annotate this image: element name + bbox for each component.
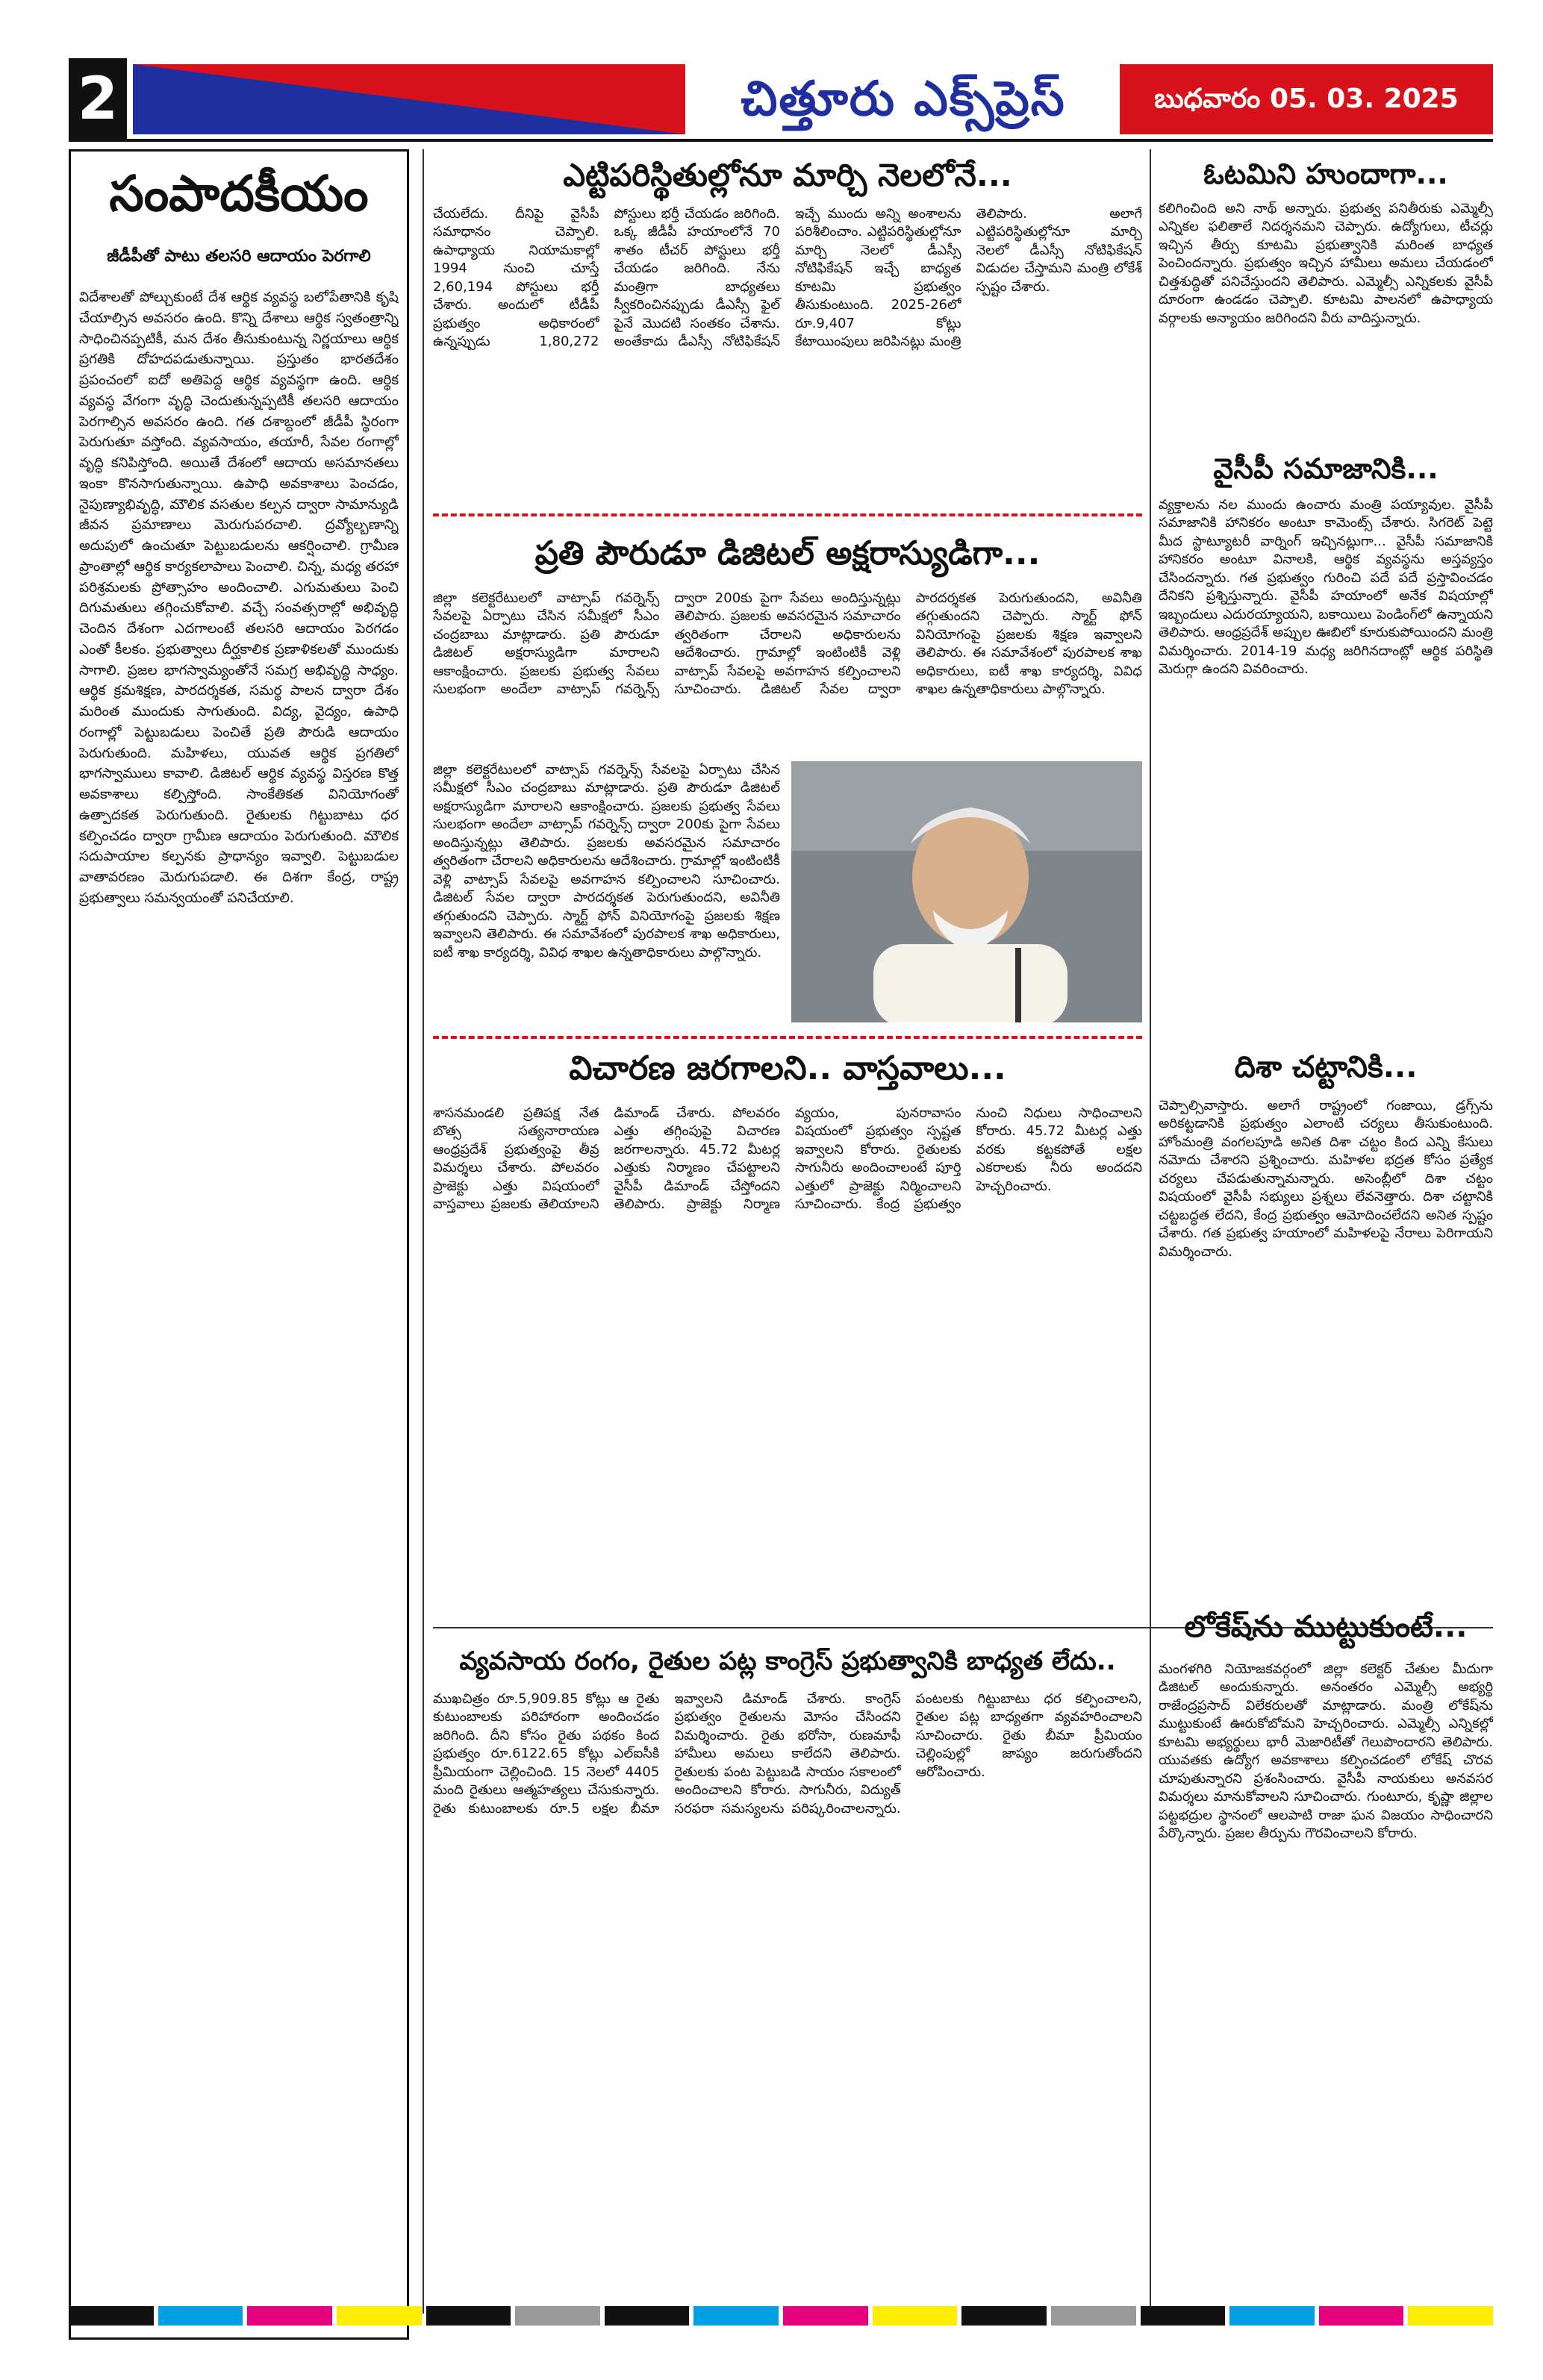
section-divider: [433, 1036, 1142, 1039]
article-dsc-text: చేయలేదు. దీనిపై వైసీపీ సమాధానం చెప్పాలి. ఉపాధ్యాయ నియామకాల్లో 1994 నుంచి చూస్తే 2,60,194 పోస్టులు భర్తీ చేశారు. అందులో టీడీపీ ప్రభుత్వం అధికారంలో ఉన్నప్పుడు 1,80,272 పోస్టులు భర్తీ చేయడం జరిగింది. ఒక్క జీడీపీ హయాంలోనే 70 శాతం టీచర్ పోస్టులు భర్తీ చేయడం జరిగింది. నేను మంత్రిగా బాధ్యతలు స్వీకరించినప్పుడు డీఎస్సీ ఫైల్ పైనే మొదటి సంతకం చేశాను. అంతేకాదు డీఎస్సీ నోటిఫికేషన్ ఇచ్చే ముందు అన్ని అంశాలను పరిశీలించాం. ఎట్టిపరిస్థితుల్లోనూ మార్చి నెలలో డీఎస్సీ నోటిఫికేషన్ ఇచ్చే బాధ్యత కూటమి ప్రభుత్వం తీసుకుంటుంది. 2025-26లో రూ.9,407 కోట్లు కేటాయింపులు జరిపినట్లు మంత్రి తెలిపారు. అలాగే ఎట్టిపరిస్థితుల్లోనూ మార్చి నెలలో డీఎస్సీ నోటిఫికేషన్ విడుదల చేస్తామని మంత్రి లోకేశ్ స్పష్టం చేశారు.: [433, 206, 1142, 350]
headline-defeat: ఓటమిని హుందాగా...: [1203, 157, 1448, 190]
color-swatch: [605, 2306, 690, 2326]
color-swatch: [158, 2306, 243, 2326]
article-inquiry-text: శాసనమండలి ప్రతిపక్ష నేత బొత్స సత్యనారాయణ ఆంధ్రప్రదేశ్ ప్రభుత్వంపై తీవ్ర విమర్శలు చేశారు. పోలవరం ప్రాజెక్టు ఎత్తు విషయంలో వాస్తవాలు ప్రజలకు తెలియాలని డిమాండ్ చేశారు. పోలవరం ఎత్తు తగ్గింపుపై విచారణ జరగాలన్నారు. 45.72 మీటర్ల ఎత్తుకు నిర్మాణం చేపట్టాలని వైసీపీ డిమాండ్ చేస్తోందని తెలిపారు. ప్రాజెక్టు నిర్మాణ వ్యయం, పునరావాసం విషయంలో ప్రభుత్వం స్పష్టత ఇవ్వాలని కోరారు. రైతులకు సాగునీరు అందించాలంటే పూర్తి ఎత్తులో ప్రాజెక్టు నిర్మించాలని సూచించారు. కేంద్ర ప్రభుత్వం నుంచి నిధులు సాధించాలని కోరారు. 45.72 మీటర్ల ఎత్తు వరకు కట్టకపోతే లక్షల ఎకరాలకు నీరు అందదని హెచ్చరించారు.: [433, 1105, 1142, 1213]
headline-inquiry: విచారణ జరగాలని.. వాస్తవాలు...: [569, 1049, 1006, 1087]
column-separator: [423, 149, 424, 2314]
color-swatch: [1408, 2306, 1493, 2326]
color-swatch: [1141, 2306, 1226, 2326]
article-dsc-body: [433, 205, 1142, 500]
article-defeat-text: కలిగించింది అని నాథ్ అన్నారు. ప్రభుత్వ పనితీరుకు ఎమ్మెల్సీ ఎన్నికల ఫలితాలే నిదర్శనమని చెప్పారు. ఉద్యోగులు, టీచర్లు ఇచ్చిన తీర్పు కూటమి ప్రభుత్వానికి మరింత బాధ్యత పెంచిందన్నారు. ప్రభుత్వం ఇచ్చిన హామీలు అమలు చేయడంలో చిత్తశుద్ధితో పనిచేస్తుందని తెలిపారు. ఎమ్మెల్సీ ఎన్నికలకు వైసీపీ దూరంగా ఉండడం చెప్పాలి. కూటమి పాలనలో ఉపాధ్యాయ వర్గాలకు అన్యాయం జరిగిందని వీరు వాదిస్తున్నారు.: [1159, 201, 1493, 326]
color-swatch: [1051, 2306, 1136, 2326]
section-divider: [433, 513, 1142, 516]
editorial-title: సంపాదకీయం: [109, 164, 369, 222]
color-swatch: [247, 2306, 332, 2326]
headline-disha: దిశా చట్టానికి...: [1234, 1050, 1418, 1084]
masthead-rule: [69, 139, 1493, 142]
article-defeat-body: [1159, 200, 1493, 424]
article-digital-body: [433, 590, 1142, 758]
color-swatch: [873, 2306, 958, 2326]
article-farmers-body: [433, 1690, 1142, 2299]
color-swatch: [1229, 2306, 1315, 2326]
chief-minister-photo: [791, 761, 1142, 1022]
masthead: [0, 58, 1543, 140]
headline-farmers: వ్యవసాయ రంగం, రైతుల పట్ల కాంగ్రెస్ ప్రభుత్వానికి బాధ్యత లేదు..: [459, 1646, 1116, 1676]
article-digital-text: జిల్లా కలెక్టరేటులలో వాట్సాప్ గవర్నెన్స్ సేవలపై ఏర్పాటు చేసిన సమీక్షలో సీఎం చంద్రబాబు మాట్లాడారు. ప్రతి పౌరుడూ డిజిటల్ అక్షరాస్యుడిగా మారాలని ఆకాంక్షించారు. ప్రజలకు ప్రభుత్వ సేవలు సులభంగా అందేలా వాట్సాప్ గవర్నెన్స్ ద్వారా 200కు పైగా సేవలు అందిస్తున్నట్లు తెలిపారు. ప్రజలకు అవసరమైన సమాచారం త్వరితంగా చేరాలని అధికారులను ఆదేశించారు. గ్రామాల్లో ఇంటింటికీ వెళ్లి వాట్సాప్ సేవలపై అవగాహన కల్పించాలని సూచించారు. డిజిటల్ సేవల ద్వారా పారదర్శకత పెరుగుతుందని, అవినీతి తగ్గుతుందని చెప్పారు. స్మార్ట్ ఫోన్ వినియోగంపై ప్రజలకు శిక్షణ ఇవ్వాలని తెలిపారు. ఈ సమావేశంలో పురపాలక శాఖ అధికారులు, ఐటీ శాఖ కార్యదర్శి, వివిధ శాఖల ఉన్నతాధికారులు పాల్గొన్నారు.: [433, 590, 1142, 698]
article-lokesh-body: [1159, 1661, 1493, 2302]
color-swatch: [69, 2306, 154, 2326]
article-farmers-text: ముఖచిత్రం రూ.5,909.85 కోట్లు ఆ రైతు కుటుంబాలకు పరిహారంగా అందించడం జరిగింది. దీని కోసం రైతు పథకం కింద ప్రభుత్వం రూ.6122.65 కోట్లు ఎల్ఐసీకి ప్రీమియంగా చెల్లించింది. 15 నెలలో 4405 మంది రైతులు ఆత్మహత్యలు చేసుకున్నారు. రైతు కుటుంబాలకు రూ.5 లక్షల బీమా ఇవ్వాలని డిమాండ్ చేశారు. కాంగ్రెస్ ప్రభుత్వం రైతులను మోసం చేసిందని విమర్శించారు. రైతు భరోసా, రుణమాఫీ హామీలు అమలు కాలేదని తెలిపారు. రైతులకు పంట పెట్టుబడి సాయం సకాలంలో అందించాలని కోరారు. సాగునీరు, విద్యుత్ సరఫరా సమస్యలను పరిష్కరించాలన్నారు. పంటలకు గిట్టుబాటు ధర కల్పించాలని, రైతుల పట్ల బాధ్యతగా వ్యవహరించాలని సూచించారు. రైతు బీమా ప్రీమియం చెల్లింపుల్లో జాప్యం జరుగుతోందని ఆరోపించారు.: [433, 1691, 1142, 1817]
page-number: 2: [69, 58, 127, 140]
article-inquiry-body: [433, 1105, 1142, 1616]
newspaper-brand: చిత్తూరు ఎక్స్‌ప్రెస్: [741, 72, 1066, 127]
color-swatch: [961, 2306, 1047, 2326]
editorial-body: [79, 287, 399, 2317]
masthead-red-band: [133, 64, 685, 134]
headline-lokesh: లోకేష్‌ను ముట్టుకుంటే...: [1184, 1610, 1468, 1644]
headline-ysrcp: వైసీపీ సమాజానికి...: [1213, 452, 1438, 485]
editorial-subtitle: జీడీపీతో పాటు తలసరి ఆదాయం పెరగాలి: [107, 247, 371, 266]
portrait-illustration: [791, 761, 1142, 1022]
color-swatch: [1319, 2306, 1404, 2326]
issue-date: బుధవారం 05. 03. 2025: [1120, 64, 1493, 134]
headline-dsc: ఎట్టిపరిస్థితుల్లోనూ మార్చి నెలలోనే...: [563, 157, 1012, 193]
column-separator: [1150, 149, 1151, 2314]
article-ysrcp-text: వ్యక్తాలను నల ముందు ఉంచారు మంత్రి పయ్యావుల. వైసీపీ సమాజానికి హానికరం అంటూ కామెంట్స్ చేశారు. సిగరెట్ పెట్టె మీద స్టాట్యూటరీ వార్నింగ్ ఇచ్చినట్లుగా... వైసీపీ సమాజానికి హానికరం అంటూ వినాలకి, ఆర్థిక వ్యవస్థను అస్తవ్యస్తం చేసిందన్నారు. గత ప్రభుత్వం గురించి పదే పదే ప్రస్తావించడం దేనికని ప్రశ్నిస్తున్నారు. వైసీపీ హయాంలో అనేక విషయాల్లో ఇబ్బందులు ఎదురయ్యాయని, బకాయిలు పెండింగ్‌లో ఉన్నాయని తెలిపారు. ఆంధ్రప్రదేశ్ అప్పుల ఊబిలో కూరుకుపోయిందని మంత్రి విమర్శించారు. 2014-19 మధ్య జరిగినదాంట్లో ఆర్థిక పరిస్థితి మెరుగ్గా ఉందని వివరించారు.: [1159, 497, 1493, 678]
color-swatch: [515, 2306, 600, 2326]
article-digital-body-cont: [433, 761, 780, 1022]
color-swatch: [337, 2306, 422, 2326]
color-swatch: [783, 2306, 868, 2326]
color-swatch: [693, 2306, 779, 2326]
article-disha-text: చెప్పాల్సివాస్తారు. అలాగే రాష్ట్రంలో గంజాయి, డ్రగ్స్‌ను అరికట్టడానికి ప్రభుత్వం ఎలాంటి చర్యలు తీసుకుంటుంది. హోంమంత్రి వంగలపూడి అనిత దిశా చట్టం కింద ఎన్ని కేసులు నమోదు చేశారని ప్రశ్నించారు. మహిళల భద్రత కోసం ప్రత్యేక చర్యలు చేపడుతున్నామన్నారు. అసెంబ్లీలో దిశా చట్టం విషయంలో వైసీపీ సభ్యులు ప్రశ్నలు లేవనెత్తారు. దిశా చట్టానికి చట్టబద్ధత లేదని, కేంద్ర ప్రభుత్వం ఆమోదించలేదని అనిత స్పష్టం చేశారు. గత ప్రభుత్వ హయాంలో మహిళలపై నేరాలు పెరిగాయని విమర్శించారు.: [1159, 1098, 1493, 1260]
headline-digital: ప్రతి పౌరుడూ డిజిటల్ అక్షరాస్యుడిగా...: [534, 534, 1041, 572]
article-digital-text-cont: జిల్లా కలెక్టరేటులలో వాట్సాప్ గవర్నెన్స్ సేవలపై ఏర్పాటు చేసిన సమీక్షలో సీఎం చంద్రబాబు మాట్లాడారు. ప్రతి పౌరుడూ డిజిటల్ అక్షరాస్యుడిగా మారాలని ఆకాంక్షించారు. ప్రజలకు ప్రభుత్వ సేవలు సులభంగా అందేలా వాట్సాప్ గవర్నెన్స్ ద్వారా 200కు పైగా సేవలు అందిస్తున్నట్లు తెలిపారు. ప్రజలకు అవసరమైన సమాచారం త్వరితంగా చేరాలని అధికారులను ఆదేశించారు. గ్రామాల్లో ఇంటింటికీ వెళ్లి వాట్సాప్ సేవలపై అవగాహన కల్పించాలని సూచించారు. డిజిటల్ సేవల ద్వారా పారదర్శకత పెరుగుతుందని, అవినీతి తగ్గుతుందని చెప్పారు. స్మార్ట్ ఫోన్ వినియోగంపై ప్రజలకు శిక్షణ ఇవ్వాలని తెలిపారు. ఈ సమావేశంలో పురపాలక శాఖ అధికారులు, ఐటీ శాఖ కార్యదర్శి, వివిధ శాఖల ఉన్నతాధికారులు పాల్గొన్నారు.: [433, 762, 780, 961]
color-registration-bar: [69, 2306, 1493, 2326]
editorial-text: విదేశాలతో పోల్చుకుంటే దేశ ఆర్థిక వ్యవస్థ బలోపేతానికి కృషి చేయాల్సిన అవసరం ఉంది. కొన్ని దేశాలు ఆర్థిక స్వతంత్రాన్ని సాధించినప్పటికీ, మన దేశం తీసుకుంటున్న నిర్ణయాలు ఆర్థిక ప్రగతికి దోహదపడుతున్నాయి. ప్రస్తుతం భారతదేశం ప్రపంచంలో ఐదో అతిపెద్ద ఆర్థిక వ్యవస్థగా ఉంది. ఆర్థిక వ్యవస్థ వేగంగా వృద్ధి చెందుతున్నప్పటికీ తలసరి ఆదాయం పెరగాల్సిన అవసరం ఉంది. గత దశాబ్దంలో జీడీపీ స్థిరంగా పెరుగుతూ వస్తోంది. వ్యవసాయం, తయారీ, సేవల రంగాల్లో వృద్ధి కనిపిస్తోంది. అయితే దేశంలో ఆదాయ అసమానతలు ఇంకా కొనసాగుతున్నాయి. ఉపాధి అవకాశాలు పెంచడం, నైపుణ్యాభివృద్ధి, మౌలిక వసతుల కల్పన ద్వారా సామాన్యుడి జీవన ప్రమాణాలు మెరుగుపరచాలి. ద్రవ్యోల్బణాన్ని అదుపులో ఉంచుతూ పెట్టుబడులను ఆకర్షించాలి. గ్రామీణ ప్రాంతాల్లో ఆర్థిక కార్యకలాపాలు పెంచాలి. చిన్న, మధ్య తరహా పరిశ్రమలకు ప్రోత్సాహం అందించాలి. ఎగుమతులు పెంచి దిగుమతులు తగ్గించుకోవాలి. వచ్చే సంవత్సరాల్లో అభివృద్ధి చెందిన దేశంగా ఎదగాలంటే తలసరి ఆదాయం పెరగడం ఎంతో కీలకం. ప్రభుత్వాలు దీర్ఘకాలిక ప్రణాళికలతో ముందుకు సాగాలి. ప్రజల భాగస్వామ్యంతోనే సమగ్ర అభివృద్ధి సాధ్యం. ఆర్థిక క్రమశిక్షణ, పారదర్శకత, సమర్థ పాలన ద్వారా దేశం మరింత ముందుకు సాగుతుంది. విద్య, వైద్యం, ఉపాధి రంగాల్లో పెట్టుబడులు పెంచితే ప్రతి పౌరుడి ఆదాయం పెరుగుతుంది. మహిళలు, యువత ఆర్థిక ప్రగతిలో భాగస్వాములు కావాలి. డిజిటల్ ఆర్థిక వ్యవస్థ విస్తరణ కొత్త అవకాశాలు కల్పిస్తోంది. సాంకేతికత వినియోగంతో ఉత్పాదకత పెరుగుతుంది. రైతులకు గిట్టుబాటు ధర కల్పించడం ద్వారా గ్రామీణ ఆదాయం పెరుగుతుంది. మౌలిక సదుపాయాల కల్పనకు ప్రాధాన్యం ఇవ్వాలి. పెట్టుబడుల వాతావరణం మెరుగుపడాలి. ఈ దిశగా కేంద్ర, రాష్ట్ర ప్రభుత్వాలు సమన్వయంతో పనిచేయాలి.: [79, 290, 399, 906]
article-disha-body: [1159, 1097, 1493, 1590]
article-ysrcp-body: [1159, 496, 1493, 1019]
color-swatch: [426, 2306, 511, 2326]
article-lokesh-text: మంగళగిరి నియోజకవర్గంలో జిల్లా కలెక్టర్ చేతుల మీదుగా డిజిటల్ అందుకున్నారు. అనంతరం ఎమ్మెల్సీ అభ్యర్థి రాజేంద్రప్రసాద్ విలేకరులతో మాట్లాడారు. మంత్రి లోకేష్‌ను ముట్టుకుంటే ఊరుకోబోమని హెచ్చరించారు. ఎమ్మెల్సీ ఎన్నికల్లో కూటమి అభ్యర్థులు భారీ మెజారిటీతో గెలుపొందారని తెలిపారు. యువతకు ఉద్యోగ అవకాశాలు కల్పించడంలో లోకేష్ చొరవ చూపుతున్నారని ప్రశంసించారు. వైసీపీ నాయకులు అనవసర విమర్శలు మానుకోవాలని సూచించారు. గుంటూరు, కృష్ణా జిల్లాల పట్టభద్రుల స్థానంలో ఆలపాటి రాజా ఘన విజయం సాధించారని పేర్కొన్నారు. ప్రజల తీర్పును గౌరవించాలని కోరారు.: [1159, 1661, 1493, 1842]
